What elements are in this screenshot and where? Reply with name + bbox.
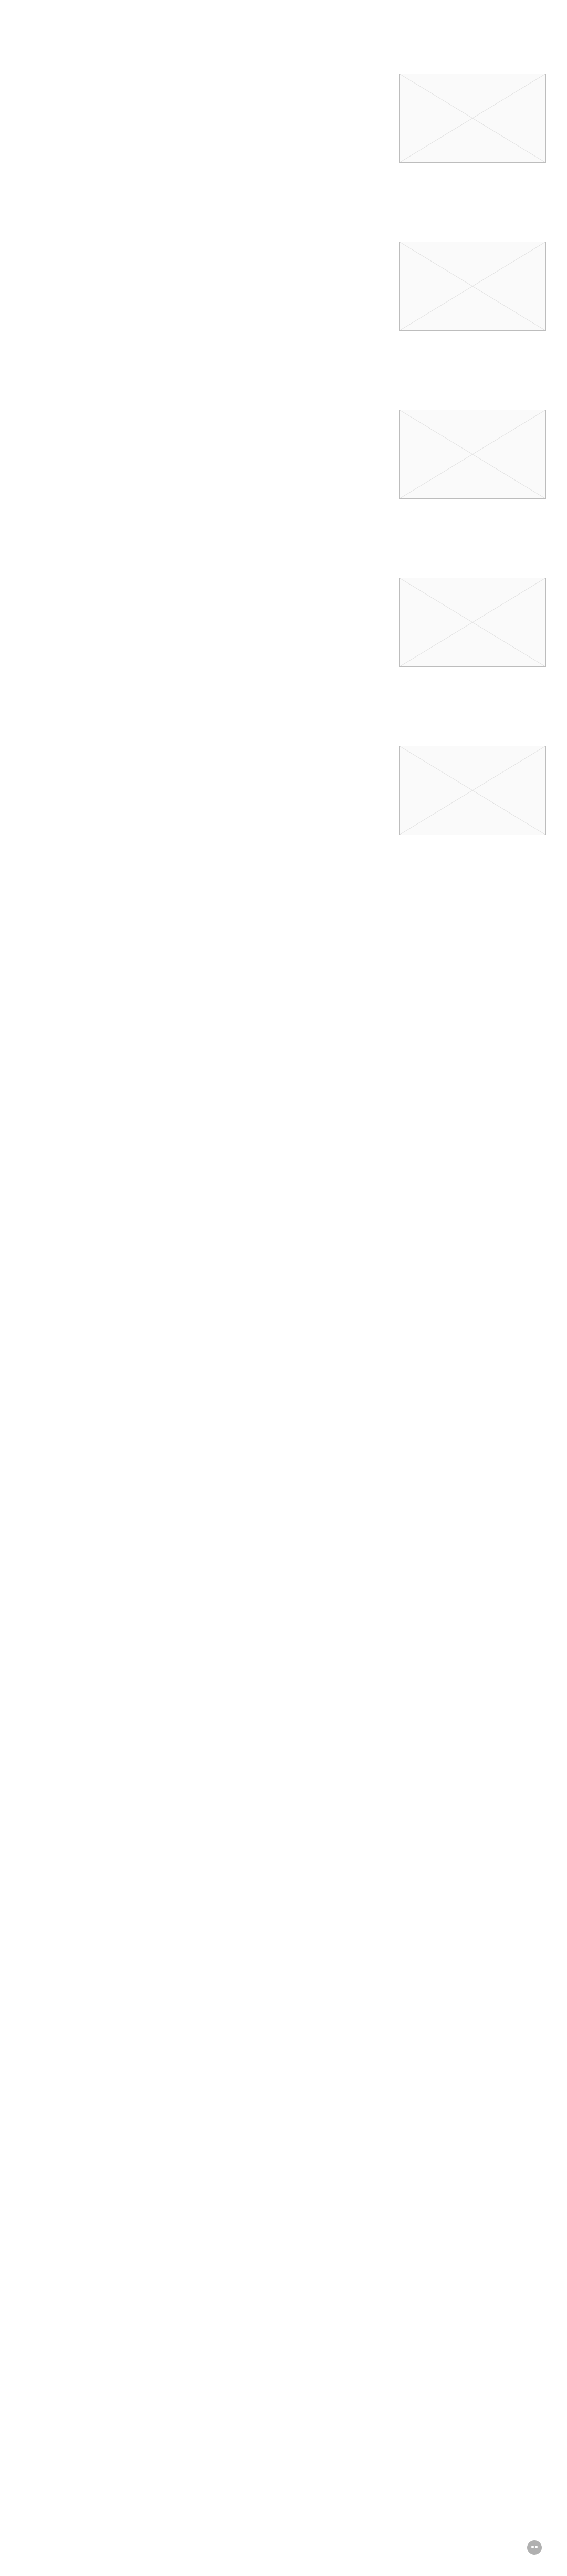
wechat-icon [527,2540,542,2555]
figure-svg [400,410,545,498]
figure-placeholder [399,410,546,499]
closing-note [21,911,546,995]
figure-svg [400,578,545,666]
watermark [61,985,506,1222]
figure-placeholder [399,578,546,667]
problem-section [21,575,546,722]
watermark [61,1615,506,1852]
figure-svg [400,74,545,162]
source-attribution [527,2540,546,2555]
figure-placeholder [399,74,546,163]
problem-section [21,70,546,217]
page-title [21,32,546,53]
problem-section [21,406,546,554]
figure-placeholder [399,746,546,835]
figure-svg [400,746,545,835]
problem-section [21,238,546,385]
problem-section [21,743,546,890]
figure-placeholder [399,242,546,331]
figure-svg [400,242,545,330]
